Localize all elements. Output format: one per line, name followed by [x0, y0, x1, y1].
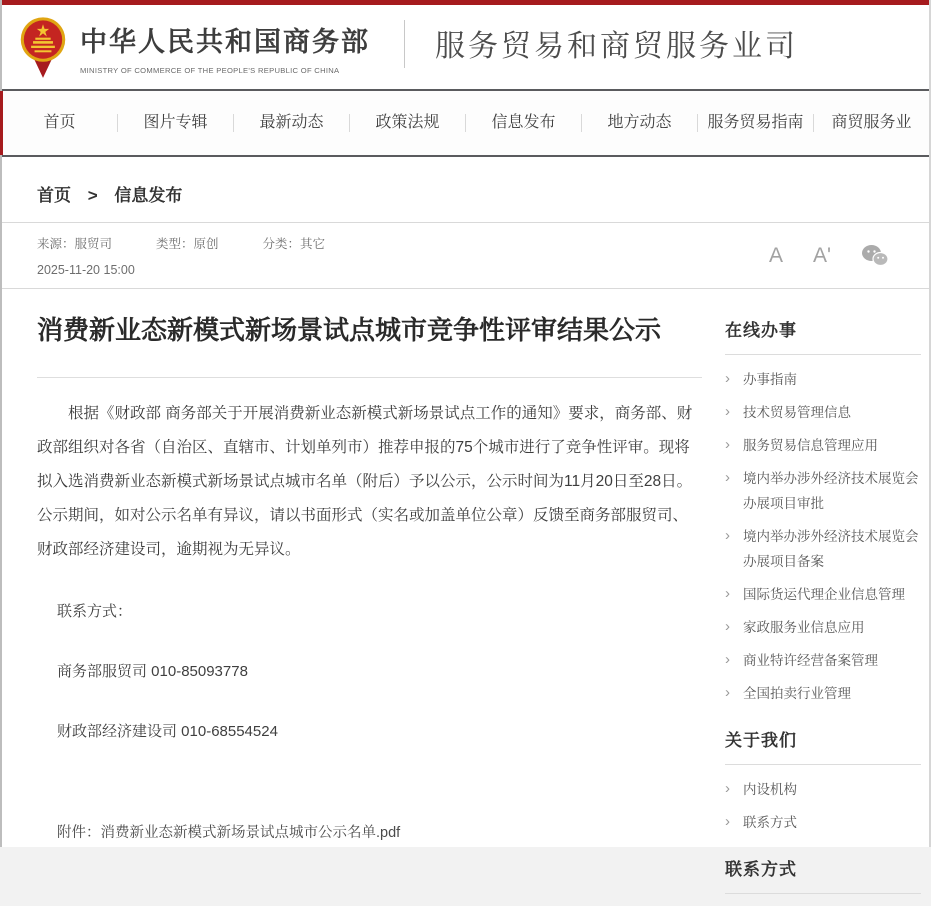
sidebar: [702, 289, 922, 906]
sidebar-link[interactable]: [725, 582, 921, 607]
sidebar-link-label: 全国拍卖行业管理: [743, 686, 851, 701]
chevron-right-icon: ›: [725, 585, 730, 602]
contact-list: [37, 660, 702, 741]
meta-items: [37, 234, 369, 253]
chevron-right-icon: ›: [725, 436, 730, 453]
contact-line: 财政部经济建设司 010-68554524: [57, 723, 278, 740]
nav-item[interactable]: 政策法规: [350, 114, 466, 132]
sidebar-link[interactable]: [725, 466, 921, 516]
nav-item[interactable]: 商贸服务业: [831, 114, 912, 131]
sidebar-link[interactable]: [725, 400, 921, 425]
sidebar-link-label: 联系方式: [743, 815, 797, 830]
sidebar-link[interactable]: [725, 433, 921, 458]
sidebar-link-label: 服务贸易信息管理应用: [743, 438, 878, 453]
header-divider: [404, 20, 405, 68]
sidebar-section-title: 关于我们: [725, 726, 921, 765]
site-header: [2, 5, 929, 91]
chevron-right-icon: ›: [725, 651, 730, 668]
breadcrumb-separator-icon: >: [87, 186, 98, 205]
font-size-decrease-button[interactable]: A: [768, 244, 783, 267]
sidebar-section-title: 在线办事: [725, 316, 921, 355]
contact-line: 商务部服贸司 010-85093778: [57, 663, 248, 680]
content-row: [2, 289, 929, 906]
chevron-right-icon: ›: [725, 370, 730, 387]
ministry-name-en: MINISTRY OF COMMERCE OF THE PEOPLE'S REPUBLIC OF CHINA: [80, 65, 340, 75]
sidebar-section-online-services: [725, 316, 921, 706]
wechat-share-icon[interactable]: [861, 244, 889, 267]
meta-item: 来源：服贸司: [37, 237, 113, 251]
meta-item: 分类：其它: [262, 237, 326, 251]
nav-item[interactable]: 服务贸易指南: [698, 114, 814, 132]
article-title: 消费新业态新模式新场景试点城市竞争性评审结果公示: [37, 315, 662, 345]
attachment-label: 附件：: [57, 825, 101, 841]
nav-list: [2, 114, 929, 132]
chevron-right-icon: ›: [725, 813, 730, 830]
chevron-right-icon: ›: [725, 684, 730, 701]
brand-text: [80, 20, 370, 75]
sidebar-link-label: 家政服务业信息应用: [743, 620, 865, 635]
meta-left: [37, 234, 369, 277]
department-title: 服务贸易和商贸服务业司: [435, 30, 798, 63]
article-paragraph: 根据《财政部 商务部关于开展消费新业态新模式新场景试点工作的通知》要求，商务部、财政部组织对各省（自治区、直辖市、计划单列市）推荐申报的75个城市进行了竞争性评审。现将拟入选消费新业态新模式新场景试点城市名单（附后）予以公示，公示时间为11月20日至28日。公示期间，如对公示名单有异议，请以书面形式（实名或加盖单位公章）反馈至商务部服贸司、财政部经济建设司，逾期视为无异议。: [37, 405, 693, 558]
contact-heading: 联系方式：: [57, 603, 133, 620]
sidebar-section-contact: [725, 855, 921, 894]
chevron-right-icon: ›: [725, 527, 730, 544]
attachment-row: [37, 821, 702, 842]
breadcrumb-current[interactable]: 信息发布: [114, 186, 183, 205]
sidebar-link-label: 商业特许经营备案管理: [743, 653, 878, 668]
sidebar-link[interactable]: [725, 524, 921, 574]
china-national-emblem-icon: [20, 16, 66, 80]
nav-item[interactable]: 地方动态: [582, 114, 698, 132]
ministry-name-cn: 中华人民共和国商务部: [80, 26, 370, 57]
sidebar-link[interactable]: [725, 615, 921, 640]
sidebar-section-about-us: [725, 726, 921, 835]
meta-item: 类型：原创: [156, 237, 219, 251]
sidebar-link[interactable]: [725, 367, 921, 392]
sidebar-link[interactable]: [725, 648, 921, 673]
font-size-increase-button[interactable]: A': [812, 244, 831, 267]
sidebar-link[interactable]: [725, 681, 921, 706]
sidebar-link-label: 国际货运代理企业信息管理: [743, 587, 905, 602]
article: [37, 289, 702, 842]
publish-datetime: 2025-11-20 15:00: [37, 263, 135, 277]
nav-item[interactable]: 图片专辑: [118, 114, 234, 132]
sidebar-link-label: 技术贸易管理信息: [743, 405, 851, 420]
sidebar-link-label: 境内举办涉外经济技术展览会办展项目审批: [743, 471, 919, 511]
attachment-link[interactable]: 消费新业态新模式新场景试点城市公示名单.pdf: [100, 825, 401, 841]
chevron-right-icon: ›: [725, 469, 730, 486]
sidebar-link[interactable]: [725, 777, 921, 802]
breadcrumb-home[interactable]: 首页: [37, 186, 71, 205]
sidebar-link-label: 办事指南: [743, 372, 797, 387]
chevron-right-icon: ›: [725, 618, 730, 635]
sidebar-link-list: [725, 367, 921, 706]
sidebar-link-list: [725, 777, 921, 835]
meta-tools: [769, 244, 901, 267]
sidebar-link-label: 境内举办涉外经济技术展览会办展项目备案: [743, 529, 919, 569]
sidebar-link[interactable]: [725, 810, 921, 835]
chevron-right-icon: ›: [725, 780, 730, 797]
nav-item[interactable]: 信息发布: [466, 114, 582, 132]
article-meta-row: [2, 223, 929, 289]
ministry-brand[interactable]: [20, 14, 370, 80]
nav-item[interactable]: 最新动态: [234, 114, 350, 132]
sidebar-section-title: 联系方式: [725, 855, 921, 894]
nav-item[interactable]: 首页: [2, 114, 118, 132]
sidebar-link-label: 内设机构: [743, 782, 797, 797]
title-divider: [37, 377, 702, 378]
main-nav: [2, 91, 929, 157]
chevron-right-icon: ›: [725, 403, 730, 420]
breadcrumb: [2, 157, 929, 223]
